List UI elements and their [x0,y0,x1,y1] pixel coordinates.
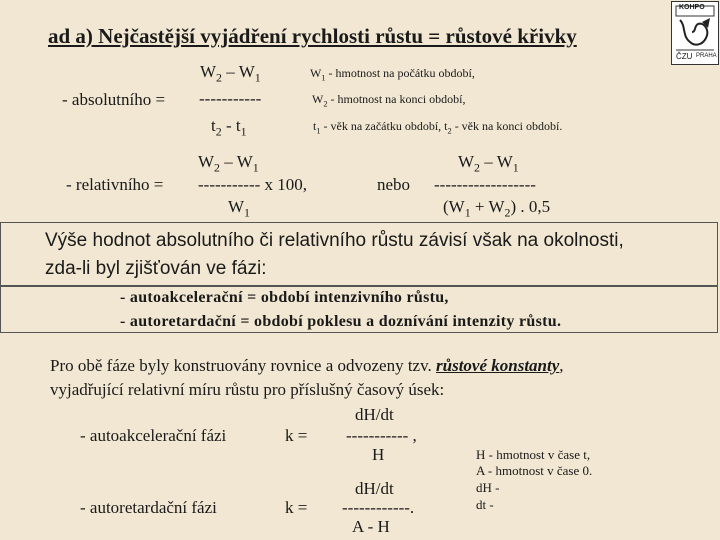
legend-w1: $W_1$ - hmotnost na počátku období, [310,66,475,83]
logo-side-text: PRAHA [696,53,717,59]
note-line-2: A - hmotnost v čase 0. [476,463,593,478]
autoacc-numerator: dH/dt [355,405,394,424]
relative-or: nebo [377,175,411,194]
note-line-3: dH - [476,480,500,495]
slide-title: ad a) Nejčastější vyjádření rychlosti růstu = růstové křivky [48,24,577,48]
phase-autoretardation: - autoretardační = období poklesu a doznívání intenzity růstu. [120,313,562,330]
relative-alt-fraction-bar: ------------------ [434,175,536,194]
autoacc-label: - autoakcelerační fázi [80,426,227,445]
note-line-4: dt - [476,497,494,512]
note-line-1: H - hmotnost v čase t, [476,447,591,462]
autoacc-k: k = [285,426,308,445]
relative-label: - relativního = [66,175,164,194]
dependence-line-2: zda-li byl zjišťován ve fázi: [45,258,267,279]
autoret-label: - autoretardační fázi [80,498,217,517]
absolute-denominator: $t_2 - t_1$ [211,116,247,139]
autoret-k: k = [285,498,308,517]
absolute-fraction-bar: ----------- [199,89,262,108]
relative-fraction-bar: ----------- x 100, [198,175,308,194]
relative-alt-denominator: $(W_1 + W_2)$ . 0,5 [443,197,551,220]
dependence-line-1: Výše hodnot absolutního či relativního růstu závisí však na okolnosti, [45,230,624,251]
legend-t: $t_1$ - věk na začátku období, $t_2$ - věk na konci období. [313,119,563,136]
relative-numerator: $W_2 - W_1$ [198,152,259,175]
constants-line-1: Pro obě fáze byly konstruovány rovnice a odvozeny tzv. růstové konstanty, [50,356,564,375]
legend-w2: $W_2$ - hmotnost na konci období, [312,92,466,109]
autoret-numerator: dH/dt [355,479,394,498]
relative-denominator: $W_1$ [228,197,250,220]
autoret-fraction-bar: ------------. [342,498,415,517]
autoret-denominator: A - H [352,517,390,536]
autoacc-fraction-bar: ----------- , [346,426,417,445]
absolute-numerator: $W_2 - W_1$ [200,62,261,85]
autoacc-denominator: H [372,445,385,464]
logo-top-text: KOHPO [679,4,705,11]
relative-alt-numerator: $W_2 - W_1$ [458,152,519,175]
constants-line-2: vyjadřující relativní míru růstu pro příslušný časový úsek: [50,380,445,399]
logo-bottom-text: ČZU [676,52,693,61]
absolute-label: - absolutního = [62,90,166,109]
growth-constants-term: růstové konstanty [436,356,560,375]
phase-autoacceleration: - autoakcelerační = období intenzivního růstu, [120,289,449,306]
